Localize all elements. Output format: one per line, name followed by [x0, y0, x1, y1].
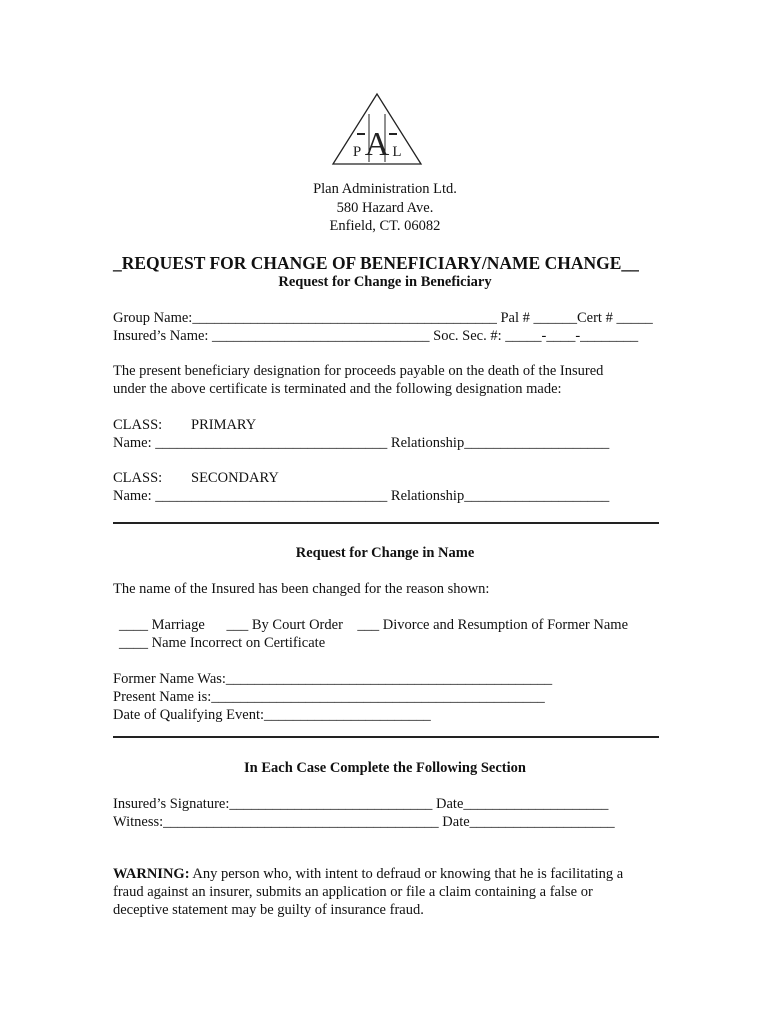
witness-line[interactable]: Witness:______________________________________ Date____________________	[113, 814, 615, 830]
group-name-line[interactable]: Group Name:__________________________________________ Pal # ______Cert # _____	[113, 310, 653, 326]
designation-paragraph-line-1: The present beneficiary designation for proceeds payable on the death of the Insured	[113, 363, 604, 379]
company-name: Plan Administration Ltd.	[313, 181, 457, 197]
designation-paragraph-line-2: under the above certificate is terminated and the following designation made:	[113, 381, 562, 397]
class-label-secondary: CLASS:	[113, 470, 163, 486]
class-secondary-value: SECONDARY	[191, 470, 279, 486]
present-name-line[interactable]: Present Name is:______________________________________________	[113, 689, 545, 705]
warning-line-2: fraud against an insurer, submits an application or file a claim containing a false or	[113, 884, 593, 900]
completion-heading: In Each Case Complete the Following Section	[244, 760, 526, 776]
secondary-name-line[interactable]: Name: ________________________________ Relationship____________________	[113, 488, 610, 504]
section-divider-2	[113, 736, 659, 738]
logo-letter-l: L	[392, 144, 402, 160]
logo-letter-a: A	[364, 126, 390, 163]
qualifying-event-date-line[interactable]: Date of Qualifying Event:_______________________	[113, 707, 431, 723]
former-name-line[interactable]: Former Name Was:_____________________________________________	[113, 671, 553, 687]
pal-logo	[331, 92, 423, 166]
warning-line-3: deceptive statement may be guilty of insurance fraud.	[113, 902, 424, 918]
class-primary-value: PRIMARY	[191, 417, 257, 433]
warning-text-1: Any person who, with intent to defraud or knowing that he is facilitating a	[189, 866, 624, 882]
class-label-primary: CLASS:	[113, 417, 163, 433]
warning-label: WARNING:	[113, 866, 190, 882]
beneficiary-heading: Request for Change in Beneficiary	[278, 274, 492, 290]
company-address: 580 Hazard Ave.	[336, 200, 434, 216]
form-title: _REQUEST FOR CHANGE OF BENEFICIARY/NAME CHANGE__	[113, 253, 639, 273]
name-change-reasons-line-2[interactable]: ____ Name Incorrect on Certificate	[119, 635, 326, 651]
primary-name-line[interactable]: Name: ________________________________ Relationship____________________	[113, 435, 610, 451]
company-city: Enfield, CT. 06082	[329, 218, 441, 234]
logo-letter-p: P	[352, 144, 362, 160]
insured-name-line[interactable]: Insured’s Name: ______________________________ Soc. Sec. #: _____-____-________	[113, 328, 639, 344]
name-change-reasons-line-1[interactable]: ____ Marriage ___ By Court Order ___ Divorce and Resumption of Former Name	[119, 617, 629, 633]
section-divider-1	[113, 522, 659, 524]
insured-signature-line[interactable]: Insured’s Signature:____________________________ Date____________________	[113, 796, 609, 812]
warning-line-1	[113, 866, 623, 883]
name-change-heading: Request for Change in Name	[295, 545, 475, 561]
name-change-intro: The name of the Insured has been changed for the reason shown:	[113, 581, 490, 597]
